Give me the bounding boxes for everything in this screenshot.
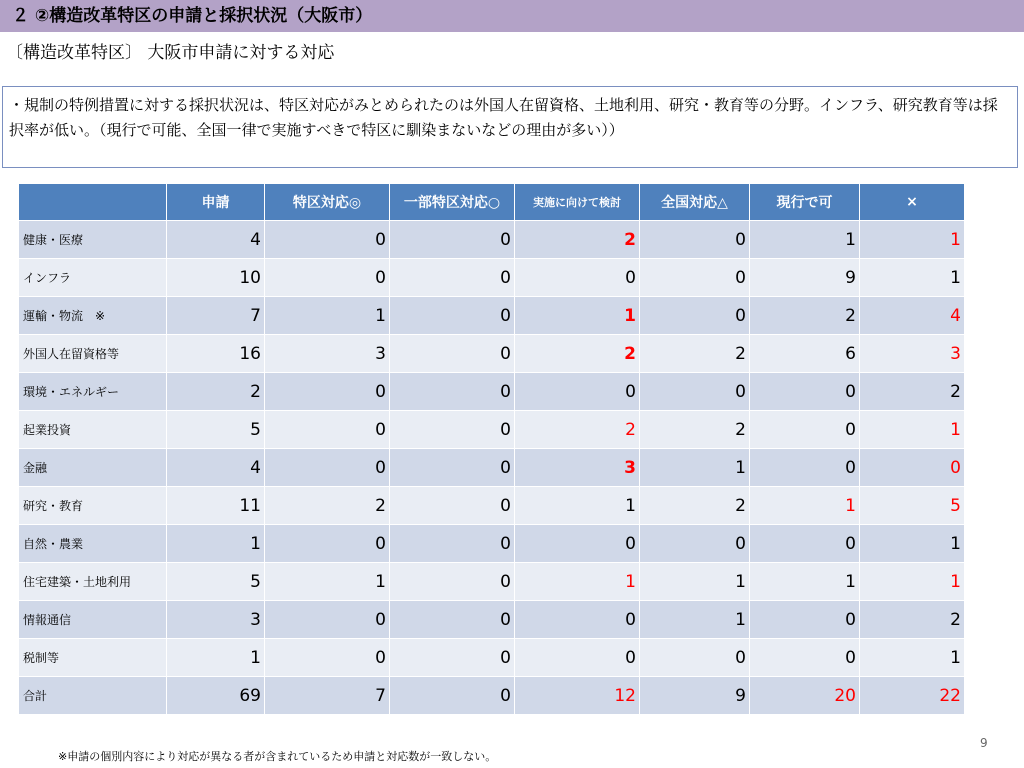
cell-partial-special-zone: 0	[390, 335, 515, 373]
cell-partial-special-zone: 0	[390, 297, 515, 335]
cell-partial-special-zone: 0	[390, 677, 515, 715]
row-label: 自然・農業	[19, 525, 167, 563]
cell-currently-possible: 0	[750, 525, 860, 563]
slide-subtitle: 〔構造改革特区〕 大阪市申請に対する対応	[6, 43, 335, 63]
cell-currently-possible: 1	[750, 221, 860, 259]
cell-special-zone: 2	[265, 487, 390, 525]
header-corner	[19, 184, 167, 221]
cell-rejected: 4	[860, 297, 965, 335]
header-currently-possible: 現行で可	[750, 184, 860, 221]
summary-note: ・規制の特例措置に対する採択状況は、特区対応がみとめられたのは外国人在留資格、土地利用、研究・教育等の分野。インフラ、研究教育等は採択率が低い。（現行で可能、全国一律で実施すべきで特区に馴染まないなどの理由が多い））	[2, 86, 1018, 168]
cell-special-zone: 0	[265, 449, 390, 487]
table-row	[19, 449, 965, 487]
cell-special-zone: 1	[265, 297, 390, 335]
cell-under-consideration: 0	[515, 525, 640, 563]
cell-under-consideration: 12	[515, 677, 640, 715]
row-label: 研究・教育	[19, 487, 167, 525]
table-row	[19, 221, 965, 259]
cell-under-consideration: 2	[515, 335, 640, 373]
cell-under-consideration: 0	[515, 259, 640, 297]
table-row	[19, 677, 965, 715]
cell-currently-possible: 0	[750, 639, 860, 677]
row-label: 税制等	[19, 639, 167, 677]
cell-applications: 1	[167, 639, 265, 677]
footnote: ※申請の個別内容により対応が異なる者が含まれているため申請と対応数が一致しない。	[58, 750, 497, 763]
cell-currently-possible: 0	[750, 601, 860, 639]
cell-currently-possible: 0	[750, 449, 860, 487]
cell-partial-special-zone: 0	[390, 411, 515, 449]
cell-rejected: 5	[860, 487, 965, 525]
cell-currently-possible: 2	[750, 297, 860, 335]
table-body	[19, 221, 965, 715]
cell-special-zone: 0	[265, 639, 390, 677]
cell-rejected: 2	[860, 601, 965, 639]
cell-currently-possible: 0	[750, 411, 860, 449]
cell-under-consideration: 1	[515, 487, 640, 525]
cell-special-zone: 0	[265, 525, 390, 563]
cell-special-zone: 0	[265, 411, 390, 449]
cell-under-consideration: 0	[515, 373, 640, 411]
cell-under-consideration: 3	[515, 449, 640, 487]
cell-applications: 4	[167, 449, 265, 487]
cell-nationwide: 0	[640, 525, 750, 563]
cell-nationwide: 2	[640, 411, 750, 449]
cell-rejected: 2	[860, 373, 965, 411]
cell-rejected: 1	[860, 411, 965, 449]
row-label: 健康・医療	[19, 221, 167, 259]
header-applications: 申請	[167, 184, 265, 221]
cell-applications: 16	[167, 335, 265, 373]
table-row	[19, 601, 965, 639]
header-under-consideration: 実施に向けて検討	[515, 184, 640, 221]
cell-nationwide: 1	[640, 449, 750, 487]
cell-currently-possible: 6	[750, 335, 860, 373]
header-nationwide: 全国対応△	[640, 184, 750, 221]
cell-partial-special-zone: 0	[390, 563, 515, 601]
cell-rejected: 1	[860, 563, 965, 601]
cell-special-zone: 0	[265, 373, 390, 411]
cell-under-consideration: 2	[515, 411, 640, 449]
cell-applications: 1	[167, 525, 265, 563]
table-row	[19, 525, 965, 563]
page-number: 9	[980, 736, 988, 750]
cell-under-consideration: 1	[515, 563, 640, 601]
cell-special-zone: 3	[265, 335, 390, 373]
cell-under-consideration: 2	[515, 221, 640, 259]
cell-partial-special-zone: 0	[390, 639, 515, 677]
cell-nationwide: 9	[640, 677, 750, 715]
cell-applications: 5	[167, 411, 265, 449]
row-label: インフラ	[19, 259, 167, 297]
table-row	[19, 373, 965, 411]
cell-rejected: 1	[860, 221, 965, 259]
cell-applications: 10	[167, 259, 265, 297]
cell-rejected: 22	[860, 677, 965, 715]
cell-partial-special-zone: 0	[390, 525, 515, 563]
row-label: 外国人在留資格等	[19, 335, 167, 373]
cell-nationwide: 0	[640, 639, 750, 677]
cell-special-zone: 1	[265, 563, 390, 601]
cell-partial-special-zone: 0	[390, 259, 515, 297]
row-label: 情報通信	[19, 601, 167, 639]
header-rejected: ×	[860, 184, 965, 221]
cell-nationwide: 1	[640, 601, 750, 639]
cell-applications: 3	[167, 601, 265, 639]
row-label: 起業投資	[19, 411, 167, 449]
cell-partial-special-zone: 0	[390, 487, 515, 525]
cell-special-zone: 7	[265, 677, 390, 715]
row-label: 住宅建築・土地利用	[19, 563, 167, 601]
cell-special-zone: 0	[265, 259, 390, 297]
cell-nationwide: 0	[640, 297, 750, 335]
row-label: 環境・エネルギー	[19, 373, 167, 411]
cell-applications: 69	[167, 677, 265, 715]
table-row	[19, 297, 965, 335]
cell-partial-special-zone: 0	[390, 601, 515, 639]
cell-partial-special-zone: 0	[390, 221, 515, 259]
cell-under-consideration: 0	[515, 639, 640, 677]
cell-applications: 5	[167, 563, 265, 601]
cell-special-zone: 0	[265, 221, 390, 259]
cell-applications: 7	[167, 297, 265, 335]
cell-rejected: 0	[860, 449, 965, 487]
cell-nationwide: 2	[640, 487, 750, 525]
table-row	[19, 259, 965, 297]
slide-title: ２ ②構造改革特区の申請と採択状況（大阪市）	[0, 0, 1024, 32]
table-row	[19, 411, 965, 449]
cell-currently-possible: 0	[750, 373, 860, 411]
cell-currently-possible: 9	[750, 259, 860, 297]
cell-partial-special-zone: 0	[390, 373, 515, 411]
cell-applications: 11	[167, 487, 265, 525]
table-row	[19, 563, 965, 601]
cell-rejected: 1	[860, 259, 965, 297]
cell-currently-possible: 1	[750, 487, 860, 525]
table-header-row	[19, 184, 965, 221]
cell-currently-possible: 20	[750, 677, 860, 715]
cell-nationwide: 0	[640, 259, 750, 297]
row-label: 運輸・物流 ※	[19, 297, 167, 335]
cell-nationwide: 2	[640, 335, 750, 373]
cell-currently-possible: 1	[750, 563, 860, 601]
row-label: 合計	[19, 677, 167, 715]
header-partial-special-zone: 一部特区対応○	[390, 184, 515, 221]
header-special-zone: 特区対応◎	[265, 184, 390, 221]
cell-rejected: 1	[860, 525, 965, 563]
cell-under-consideration: 0	[515, 601, 640, 639]
cell-special-zone: 0	[265, 601, 390, 639]
cell-rejected: 3	[860, 335, 965, 373]
cell-applications: 2	[167, 373, 265, 411]
cell-applications: 4	[167, 221, 265, 259]
cell-nationwide: 0	[640, 221, 750, 259]
cell-rejected: 1	[860, 639, 965, 677]
adoption-status-table	[18, 183, 965, 715]
table-row	[19, 335, 965, 373]
table-row	[19, 487, 965, 525]
cell-nationwide: 1	[640, 563, 750, 601]
cell-nationwide: 0	[640, 373, 750, 411]
cell-partial-special-zone: 0	[390, 449, 515, 487]
row-label: 金融	[19, 449, 167, 487]
table-row	[19, 639, 965, 677]
cell-under-consideration: 1	[515, 297, 640, 335]
